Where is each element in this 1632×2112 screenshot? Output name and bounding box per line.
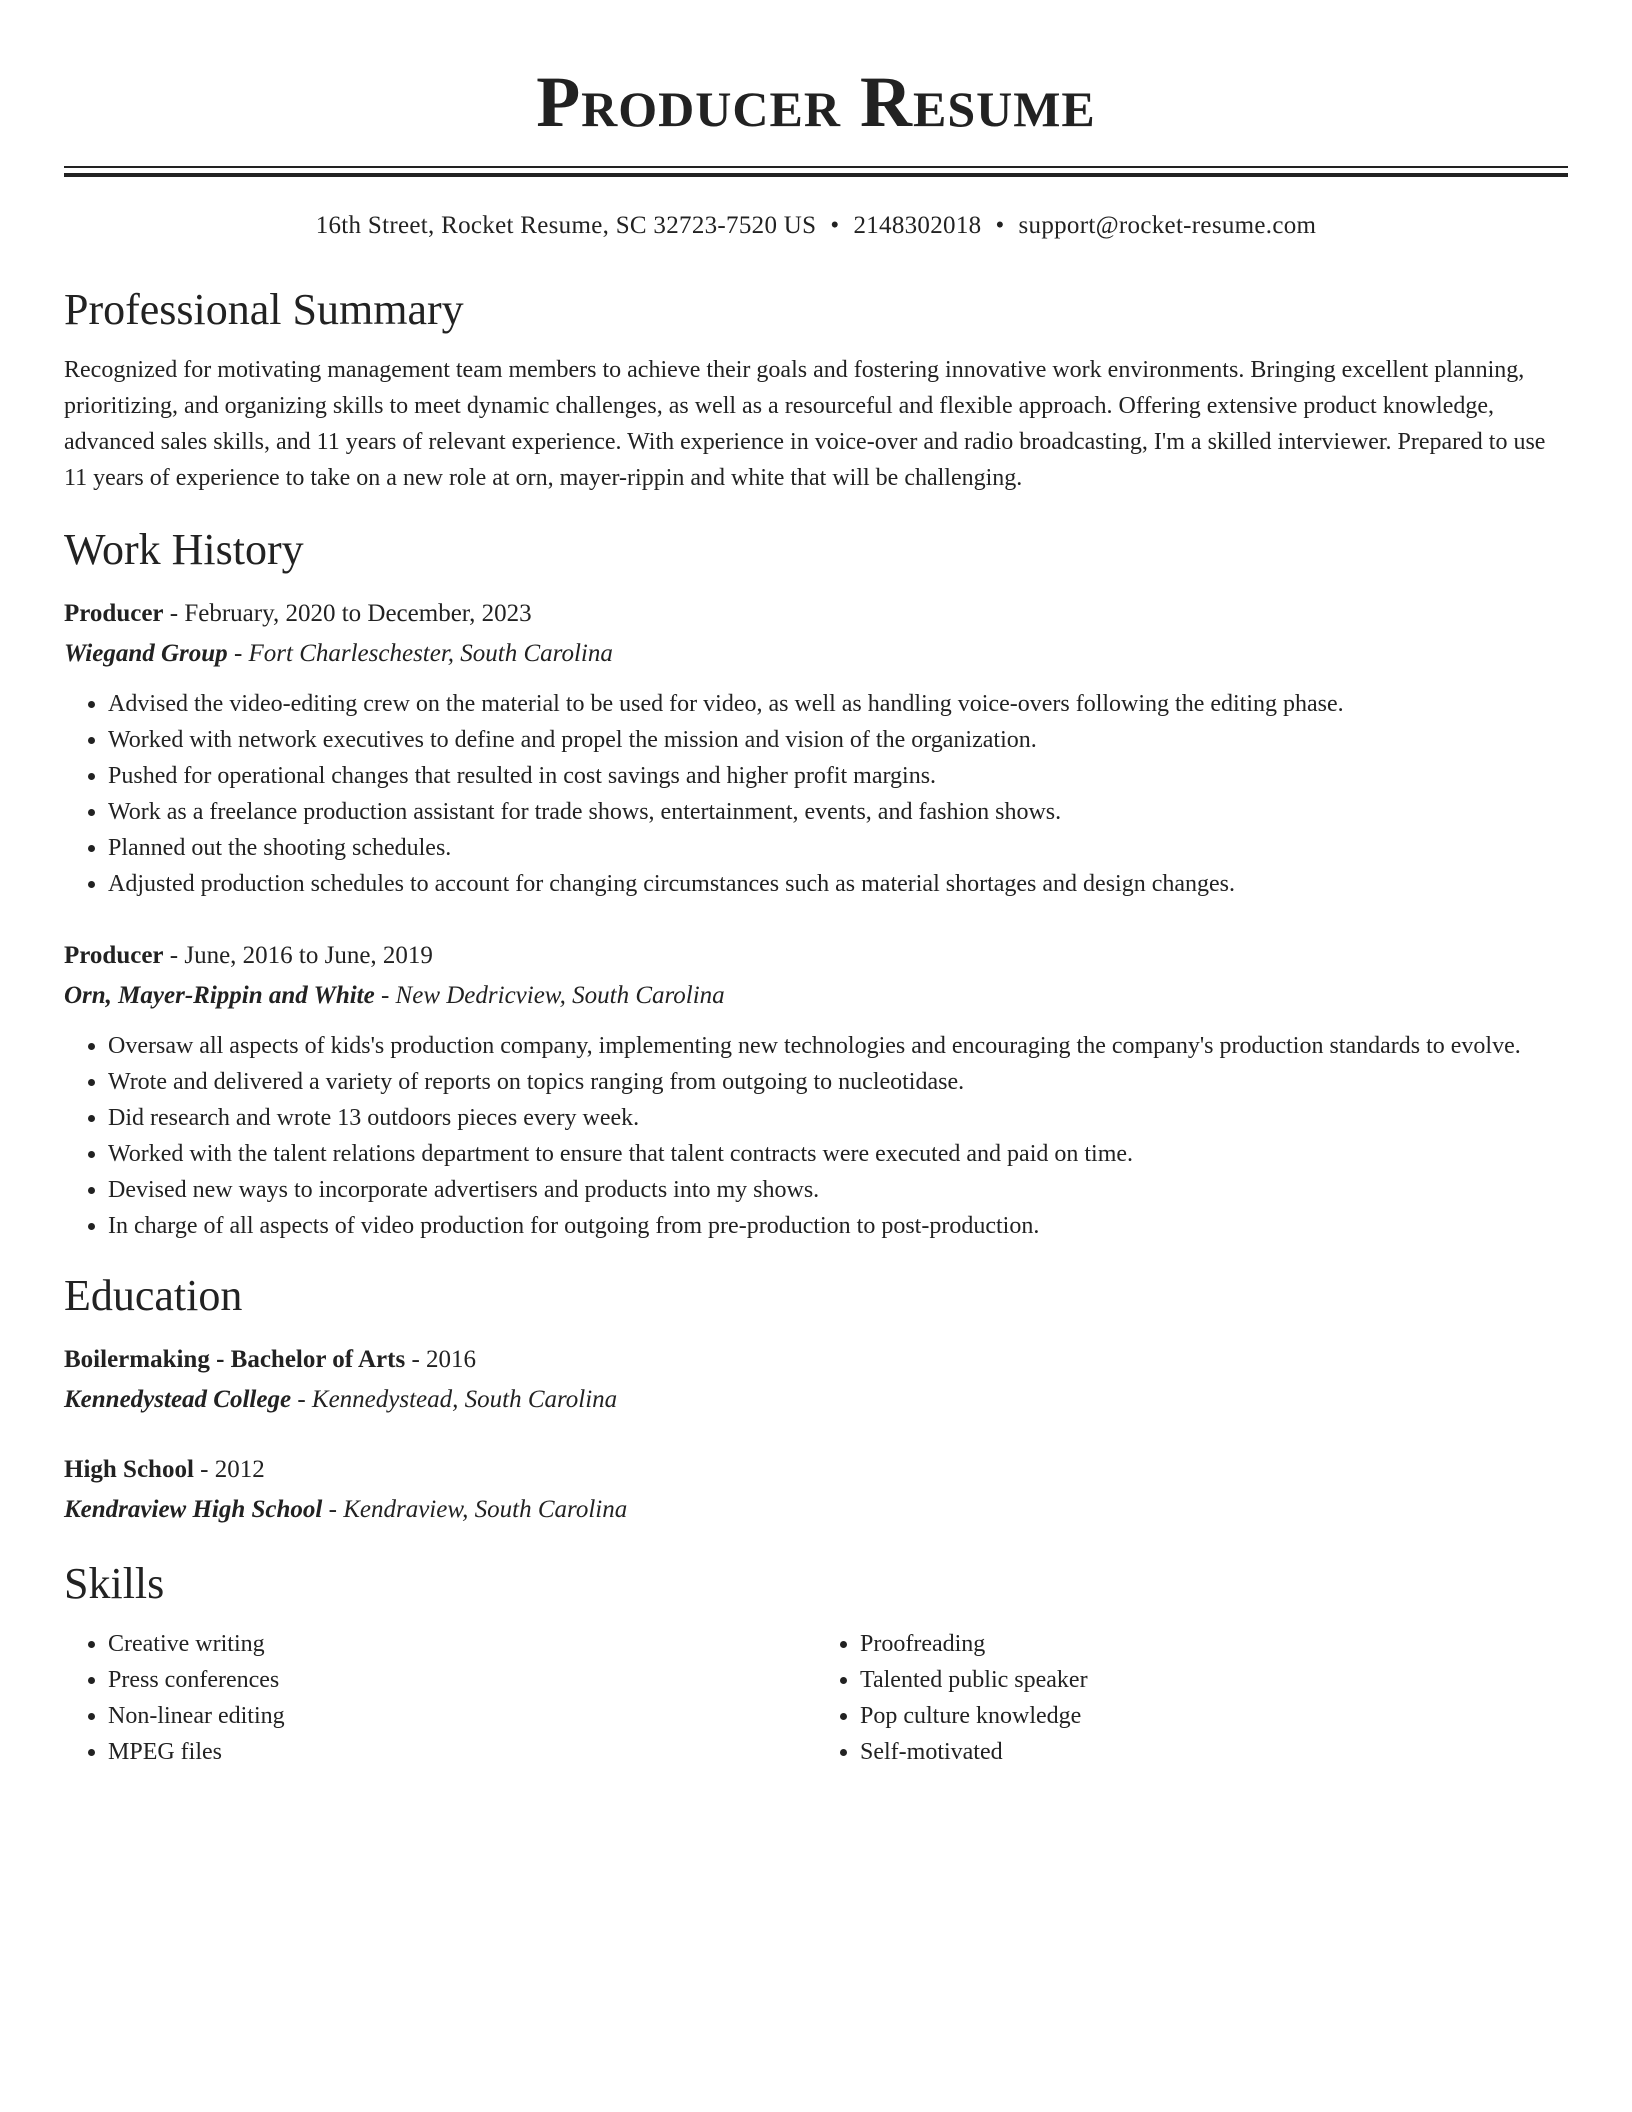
skills-list	[64, 1626, 816, 1770]
job-title: Producer	[64, 600, 164, 627]
education-location: - Kennedystead, South Carolina	[291, 1386, 618, 1413]
job-bullet: • Adjusted production schedules to account for changing circumstances such as material shortages and design changes.	[108, 866, 1568, 902]
contact-email: support@rocket-resume.com	[1018, 212, 1317, 239]
skill-item: • Press conferences	[108, 1662, 816, 1698]
job-bullet: • Worked with network executives to define and propel the mission and vision of the organization.	[108, 722, 1568, 758]
job-bullet: • Planned out the shooting schedules.	[108, 830, 1568, 866]
work-history-heading: Work History	[64, 525, 304, 574]
skill-item: • MPEG files	[108, 1734, 816, 1770]
education-degree-line	[64, 1340, 1568, 1380]
education-degree: Boilermaking - Bachelor of Arts	[64, 1346, 406, 1373]
education-school-line	[64, 1380, 1568, 1420]
skill-item: • Creative writing	[108, 1626, 816, 1662]
skill-item: • Pop culture knowledge	[860, 1698, 1568, 1734]
skill-item: • Non-linear editing	[108, 1698, 816, 1734]
education-school: Kennedystead College	[64, 1386, 292, 1413]
job-company-line	[64, 634, 1568, 674]
contact-line	[64, 210, 1568, 242]
job-bullet: • Work as a freelance production assistant for trade shows, entertainment, events, and fashion shows.	[108, 794, 1568, 830]
job-company: Wiegand Group	[64, 640, 228, 667]
title-divider	[64, 166, 1568, 177]
summary-heading: Professional Summary	[64, 285, 464, 334]
job-dates: - February, 2020 to December, 2023	[163, 600, 532, 627]
education-school: Kendraview High School	[64, 1496, 323, 1523]
job-entry	[64, 936, 1568, 1244]
summary-text: Recognized for motivating management team members to achieve their goals and fostering innovative work environments. Bringing excellent planning, prioritizing, and organizing skills to meet dynamic challenges, as well as a resourceful and flexible approach. Offering extensive product knowledge, advanced sales skills, and 11 years of relevant experience. With experience in voice-over and radio broadcasting, I'm a skilled interviewer. Prepared to use 11 years of experience to take on a new role at orn, mayer-rippin and white that will be challenging.	[64, 357, 1546, 491]
skill-item: • Proofreading	[860, 1626, 1568, 1662]
job-bullet: • Did research and wrote 13 outdoors pieces every week.	[108, 1100, 1568, 1136]
job-bullet: • Oversaw all aspects of kids's production company, implementing new technologies and encouraging the company's production standards to evolve.	[108, 1028, 1568, 1064]
contact-address: 16th Street, Rocket Resume, SC 32723-7520 US	[315, 212, 817, 239]
job-bullet: • Devised new ways to incorporate advertisers and products into my shows.	[108, 1172, 1568, 1208]
education-degree-line	[64, 1450, 1568, 1490]
education-entry	[64, 1450, 1568, 1530]
job-bullets	[64, 1028, 1568, 1244]
skill-item: • Talented public speaker	[860, 1662, 1568, 1698]
job-location: - Fort Charleschester, South Carolina	[227, 640, 613, 667]
contact-separator: •	[830, 212, 840, 239]
job-bullet: • Pushed for operational changes that resulted in cost savings and higher profit margins.	[108, 758, 1568, 794]
job-dates: - June, 2016 to June, 2019	[163, 942, 433, 969]
resume-title: Producer Resume	[536, 62, 1096, 142]
job-company-line	[64, 976, 1568, 1016]
job-title: Producer	[64, 942, 164, 969]
skills-heading: Skills	[64, 1559, 165, 1608]
education-year: - 2016	[405, 1346, 477, 1373]
job-title-line	[64, 594, 1568, 634]
job-location: - New Dedricview, South Carolina	[374, 982, 725, 1009]
education-degree: High School	[64, 1456, 194, 1483]
contact-separator: •	[995, 212, 1005, 239]
education-heading: Education	[64, 1271, 243, 1320]
job-title-line	[64, 936, 1568, 976]
contact-phone: 2148302018	[853, 212, 982, 239]
job-bullet: • Wrote and delivered a variety of reports on topics ranging from outgoing to nucleotidase.	[108, 1064, 1568, 1100]
job-bullet: • Advised the video-editing crew on the material to be used for video, as well as handling voice-overs following the editing phase.	[108, 686, 1568, 722]
job-bullets	[64, 686, 1568, 902]
education-year: - 2012	[193, 1456, 265, 1483]
job-bullet: • Worked with the talent relations department to ensure that talent contracts were executed and paid on time.	[108, 1136, 1568, 1172]
skills-column-right	[816, 1626, 1568, 1770]
skills-list	[816, 1626, 1568, 1770]
education-entry	[64, 1340, 1568, 1420]
job-bullet: • In charge of all aspects of video production for outgoing from pre-production to post-production.	[108, 1208, 1568, 1244]
skills-grid	[64, 1626, 1568, 1770]
skills-column-left	[64, 1626, 816, 1770]
skill-item: • Self-motivated	[860, 1734, 1568, 1770]
job-company: Orn, Mayer-Rippin and White	[64, 982, 375, 1009]
job-entry	[64, 594, 1568, 902]
education-school-line	[64, 1490, 1568, 1530]
education-location: - Kendraview, South Carolina	[322, 1496, 628, 1523]
